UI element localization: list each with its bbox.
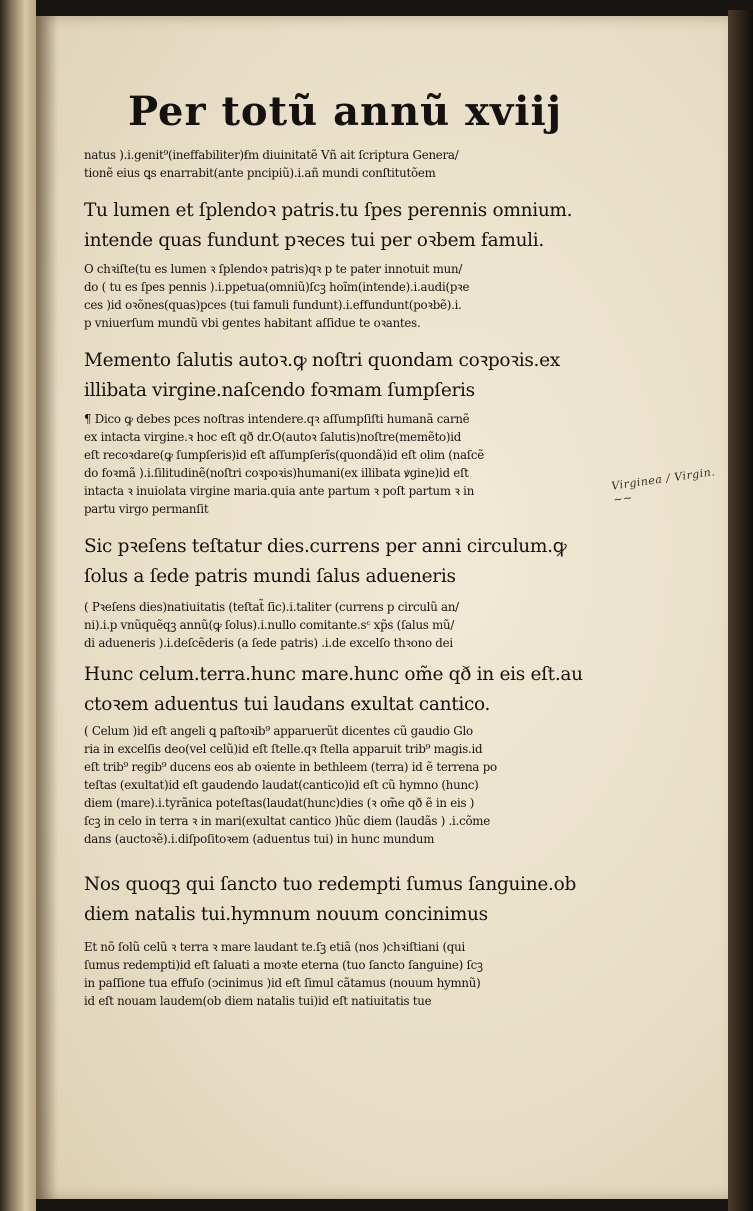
verse-line: illibata virgine.naſcendo foꝛmam ſumpſeris	[84, 380, 475, 401]
verse-line: Memento ſalutis autoꝛ.ꝙ noſtri quondam coꝛpoꝛis.ex	[84, 350, 560, 371]
gloss-line: do foꝛmã ).i.ſilitudinẽ(noſtri coꝛpoꝛis)humani(ex illibata ꝟgine)id eſt	[84, 466, 469, 480]
page-edge	[728, 10, 753, 1211]
gloss-line: ni).i.p vnũquẽqꝫ annũ(ꝙ ſolus).i.nullo comitante.sᶜ xp̃s (ſalus mũ/	[84, 618, 455, 632]
gloss-line: eſt recoꝛdare(ꝙ ſumpſeris)id eſt aſſumpſerĩs(quondã)id eſt olim (naſcẽ	[84, 448, 484, 462]
gloss-line: ( Pꝛeſens dies)natiuitatis (teſtat̃ ſic).i.taliter (currens p circulũ an/	[84, 600, 459, 614]
verse-block	[84, 346, 624, 406]
gloss-line: eſt trib⁹ regib⁹ ducens eos ab oꝛiente in bethleem (terra) id ẽ terrena po	[84, 760, 497, 774]
gutter-shadow	[36, 16, 58, 1199]
verse-line: Tu lumen et ſplendoꝛ patris.tu ſpes perennis omnium.	[84, 200, 573, 221]
gloss-line: ces )id oꝛõnes(quas)pces (tui famuli fundunt).i.effundunt(poꝛbẽ).i.	[84, 298, 462, 312]
verse-line: Nos quoqꝫ qui ſancto tuo redempti ſumus ſanguine.ob	[84, 874, 576, 895]
book-spine	[0, 0, 36, 1211]
verse-block	[84, 870, 624, 930]
gloss-block	[84, 598, 624, 652]
gloss-line: ria in excelſis deo(vel celũ)id eſt ſtelle.qꝛ ſtella apparuit trib⁹ magis.id	[84, 742, 483, 756]
gloss-block	[84, 146, 624, 182]
gloss-line: di adueneris ).i.deſcẽderis (a ſede patris) .i.de excelſo thꝛono dei	[84, 636, 453, 650]
verse-block	[84, 532, 624, 592]
gloss-line: natus ).i.genit⁹(ineffabiliter)ẜm diuinitatẽ Vñ ait ſcriptura Genera/	[84, 148, 459, 162]
gloss-line: p vniuerſum mundũ vbi gentes habitant aſſidue te oꝛantes.	[84, 316, 421, 330]
gloss-block	[84, 722, 624, 848]
gloss-block	[84, 938, 624, 1010]
handwritten-margin-note: Virginea / Virgin. ~~	[610, 465, 716, 507]
gloss-line: ſumus redempti)id eſt ſaluati a moꝛte eterna (tuo ſancto ſanguine) ſcꝫ	[84, 958, 483, 972]
verse-line: Hunc celum.terra.hunc mare.hunc om̃e qð in eis eſt.au	[84, 664, 583, 685]
verse-block	[84, 660, 624, 720]
gloss-line: ſcꝫ in celo in terra ꝛ in mari(exultat cantico )hũc diem (laudãs ) .i.cõme	[84, 814, 490, 828]
gloss-line: in paſſione tua effuſo (ↄcinimus )id eſt ſimul cãtamus (nouum hymnũ)	[84, 976, 481, 990]
gloss-line: id eſt nouam laudem(ob diem natalis tui)id eſt natiuitatis tue	[84, 994, 432, 1008]
running-head: Per totũ annũ xviij	[128, 88, 563, 135]
gloss-line: tionẽ eius ꝗs enarrabit(ante pncipiũ).i.añ mundi conſtitutõem	[84, 166, 436, 180]
gloss-line: partu virgo permanſit	[84, 502, 209, 516]
gloss-line: ex intacta virgine.ꝛ hoc eſt qð dr.O(autoꝛ ſalutis)noſtre(memẽto)id	[84, 430, 462, 444]
gloss-line: dans (auctoꝛẽ).i.diſpoſitoꝛem (aduentus tui) in hunc mundum	[84, 832, 435, 846]
gloss-line: ¶ Dico ꝙ debes pces noſtras intendere.qꝛ aſſumpſiſti humanã carnẽ	[84, 412, 470, 426]
verse-line: diem natalis tui.hymnum nouum concinimus	[84, 904, 488, 925]
gloss-line: Et nõ ſolũ celũ ꝛ terra ꝛ mare laudant te.ſꝫ etiã (nos )chꝛiſtiani (qui	[84, 940, 465, 954]
gloss-line: do ( tu es ſpes pennis ).i.ppetua(omniũ)ſcꝫ hoĩm(intende).i.audi(pꝛe	[84, 280, 470, 294]
verse-line: Sic pꝛeſens teſtatur dies.currens per anni circulum.ꝙ	[84, 536, 567, 557]
verse-block	[84, 196, 624, 256]
gloss-line: O chꝛiſte(tu es lumen ꝛ ſplendoꝛ patris)qꝛ p te pater innotuit mun/	[84, 262, 463, 276]
gloss-line: diem (mare).i.tyrãnica poteſtas(laudat(hunc)dies (ꝛ om̃e qð ẽ in eis )	[84, 796, 475, 810]
gloss-line: teſtas (exultat)id eſt gaudendo laudat(cantico)id eſt cũ hymno (hunc)	[84, 778, 479, 792]
gloss-line: ( Celum )id eſt angeli ꝗ paſtoꝛib⁹ apparuerũt dicentes cũ gaudio Glo	[84, 724, 473, 738]
gloss-block	[84, 260, 624, 332]
verse-line: intende quas fundunt pꝛeces tui per oꝛbem famuli.	[84, 230, 545, 251]
gloss-line: intacta ꝛ inuiolata virgine maria.quia ante partum ꝛ poſt partum ꝛ in	[84, 484, 475, 498]
verse-line: ſolus a ſede patris mundi ſalus adueneris	[84, 566, 456, 587]
verse-line: ctoꝛem aduentus tui laudans exultat cantico.	[84, 694, 491, 715]
gloss-block	[84, 410, 624, 518]
